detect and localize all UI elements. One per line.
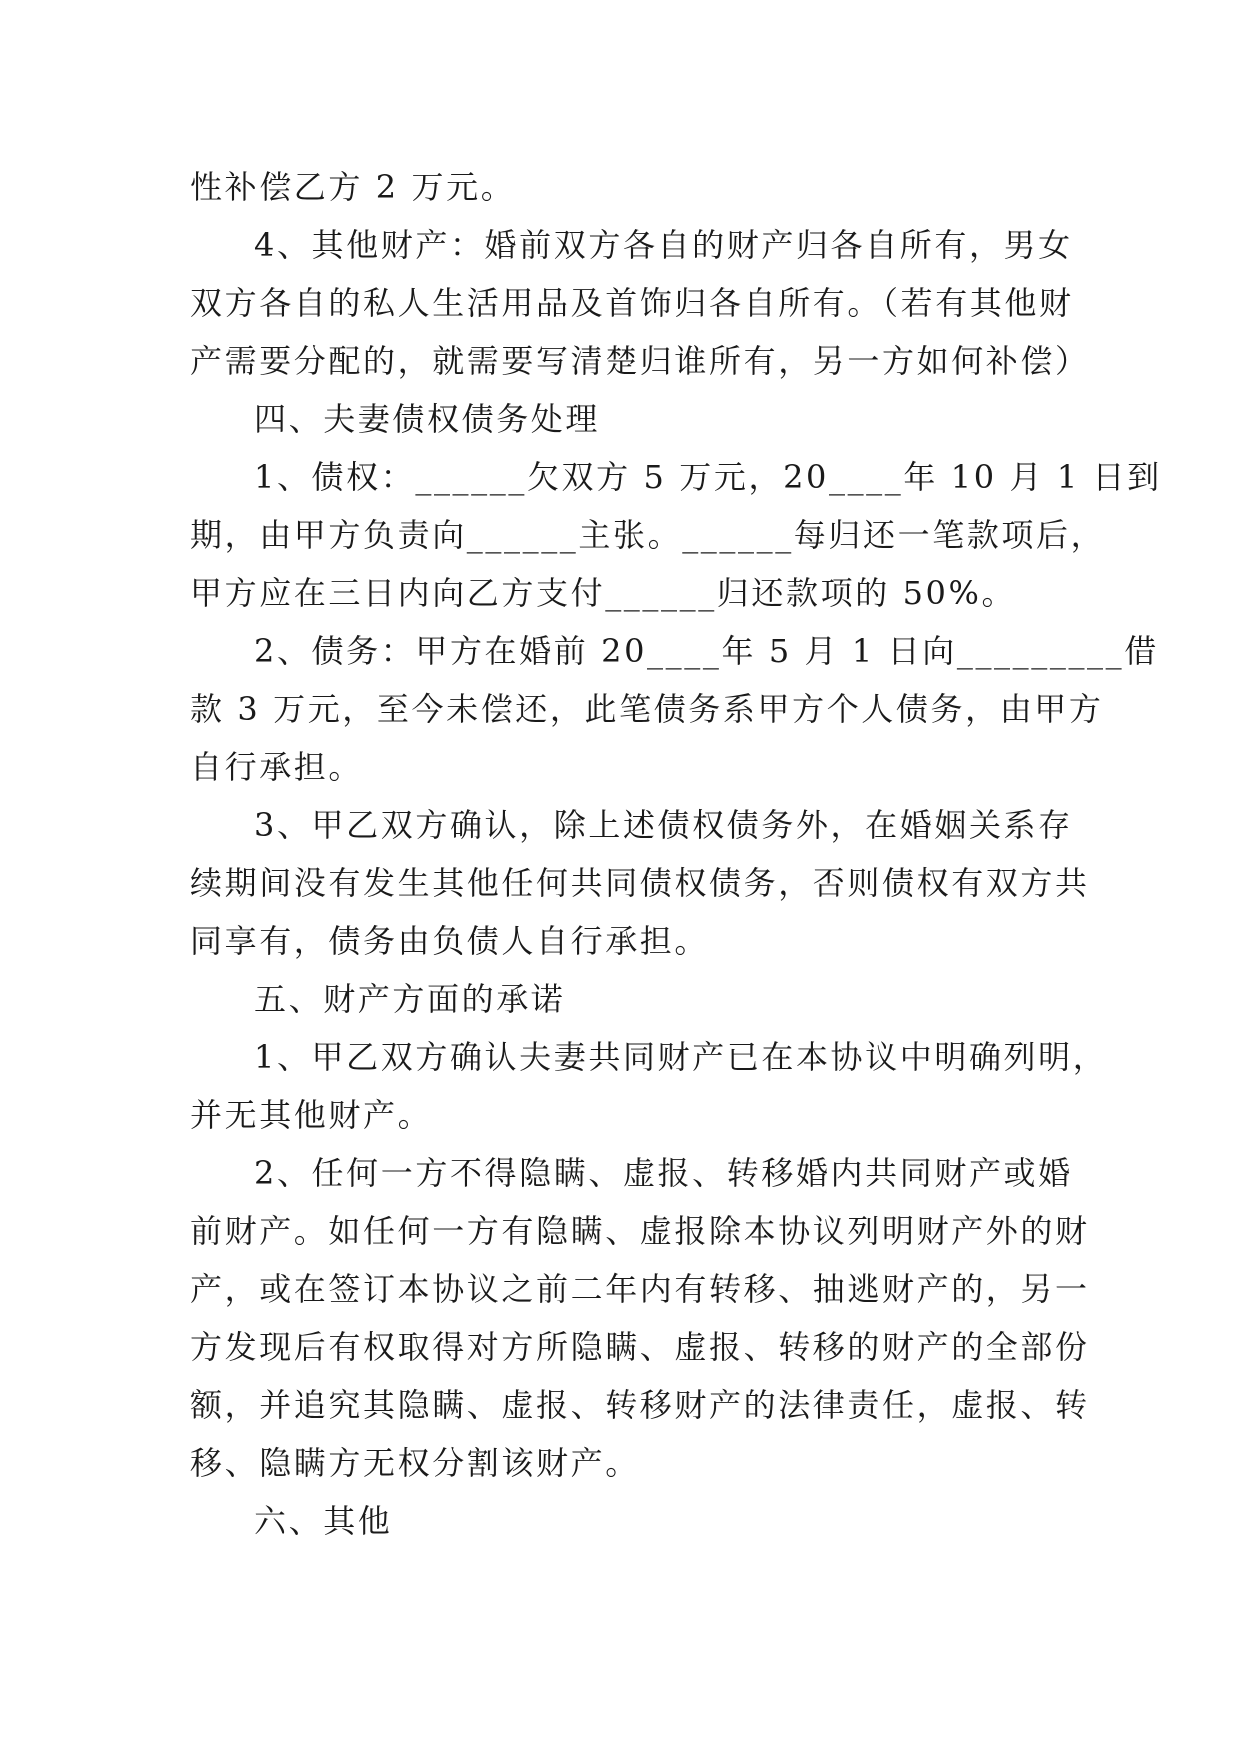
paragraph-line: 产，或在签订本协议之前二年内有转移、抽逃财产的，另一: [190, 1270, 1090, 1308]
paragraph-line: 期，由甲方负责向______主张。______每归还一笔款项后，: [190, 516, 1106, 554]
section-heading-property-commitment: 五、财产方面的承诺: [254, 980, 566, 1018]
clause-confirmation: 3、甲乙双方确认，除上述债权债务外，在婚姻关系存: [254, 806, 1073, 844]
paragraph-line: 产需要分配的，就需要写清楚归谁所有，另一方如何补偿）: [190, 342, 1090, 380]
section-heading-debts: 四、夫妻债权债务处理: [254, 400, 601, 438]
paragraph-line: 自行承担。: [190, 748, 364, 786]
paragraph-line: 性补偿乙方 2 万元。: [190, 168, 516, 206]
paragraph-line: 双方各自的私人生活用品及首饰归各自所有。（若有其他财: [190, 284, 1074, 322]
paragraph-line: 款 3 万元，至今未偿还，此笔债务系甲方个人债务，由甲方: [190, 690, 1104, 728]
paragraph-line: 移、隐瞒方无权分割该财产。: [190, 1444, 640, 1482]
clause-no-concealment: 2、任何一方不得隐瞒、虚报、转移婚内共同财产或婚: [254, 1154, 1073, 1192]
paragraph-line: 前财产。如任何一方有隐瞒、虚报除本协议列明财产外的财: [190, 1212, 1090, 1250]
clause-property-listed: 1、甲乙双方确认夫妻共同财产已在本协议中明确列明，: [254, 1038, 1108, 1076]
clause-other-property: 4、其他财产：婚前双方各自的财产归各自所有，男女: [254, 226, 1073, 264]
paragraph-line: 续期间没有发生其他任何共同债权债务，否则债权有双方共: [190, 864, 1090, 902]
clause-credit: 1、债权：______欠双方 5 万元，20____年 10 月 1 日到: [254, 458, 1162, 496]
paragraph-line: 甲方应在三日内向乙方支付______归还款项的 50%。: [190, 574, 1017, 612]
document-body: [190, 158, 1162, 1550]
paragraph-line: 方发现后有权取得对方所隐瞒、虚报、转移的财产的全部份: [190, 1328, 1090, 1366]
paragraph-line: 并无其他财产。: [190, 1096, 433, 1134]
paragraph-line: 额，并追究其隐瞒、虚报、转移财产的法律责任，虚报、转: [190, 1386, 1090, 1424]
paragraph-line: 同享有，债务由负债人自行承担。: [190, 922, 710, 960]
section-heading-other: 六、其他: [254, 1502, 393, 1540]
clause-debt: 2、债务：甲方在婚前 20____年 5 月 1 日向_________借: [254, 632, 1159, 670]
